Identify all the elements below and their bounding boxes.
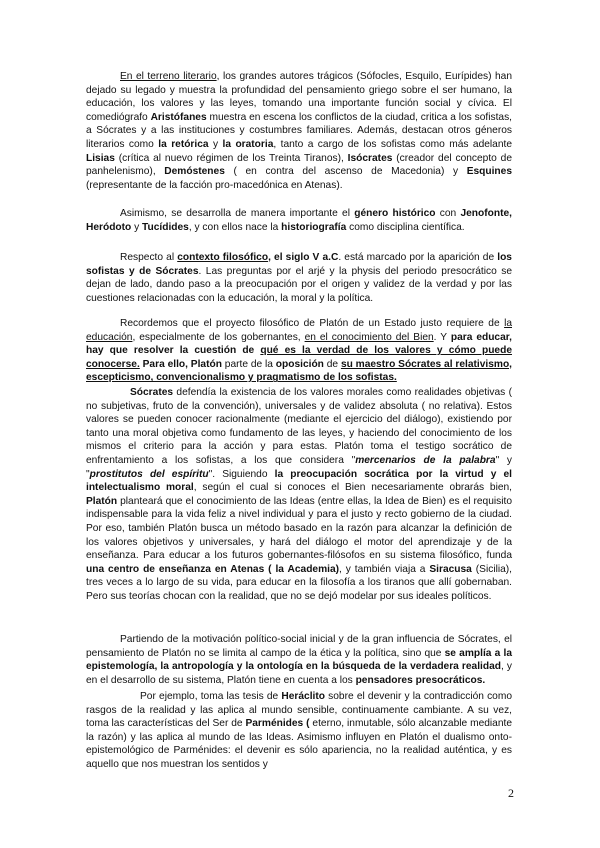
paragraph-literature: En el terreno literario, los grandes autores trágicos (Sófocles, Esquilo, Eurípides) han dejado su legado y muestra la profundidad del pensamiento griego sobre el ser humano, la educación, los valores y las leyes, tomando una importante función social y cívica. El comediógrafo Aristófanes muestra en escena los conflictos de la ciudad, critica a los sofistas, a Sócrates y a las instituciones y costumbres familiares. Además, destacan otros géneros literarios como la retórica y la oratoria, tanto a cargo de los sofistas como más adelante Lisias (crítica al nuevo régimen de los Treinta Tiranos), Isócrates (creador del concepto de panhelenismo), Demóstenes ( en contra del ascenso de Macedonia) y Esquines (representante de la facción pro-macedónica en Atenas). [86, 71, 513, 191]
paragraph-plato-project: Recordemos que el proyecto filosófico de Platón de un Estado justo requiere de la educación, especialmente de los gobernantes, en el conocimiento del Bien. Y para educar, hay que resolver la cuestión de qué es la verdad de los valores y cómo puede conocerse. Para ello, Platón parte de la oposición de su maestro Sócrates al relativismo, escepticismo, convencionalismo y pragmatismo de los sofistas. [86, 318, 512, 384]
paragraph-plato-system: Partiendo de la motivación político-social inicial y de la gran influencia de Sócrates, el pensamiento de Platón no se limita al campo de la ética y la política, sino que se amplía a la epistemología, la antropología y la ontología en la búsqueda de la verdadera realidad, y en el desarrollo de su sistema, Platón tiene en cuenta a los pensadores presocráticos. [86, 634, 512, 686]
paragraph-presocratics: Por ejemplo, toma las tesis de Heráclito sobre el devenir y la contradicción como rasgos de la realidad y las aplica al mundo sensible, continuamente cambiante. A su vez, toma las características del Ser de Parménides ( eterno, inmutable, sólo alcanzable mediante la razón) y las aplica al mundo de las Ideas. Asimismo influyen en Platón el dualismo onto-epistemológico de Parménides: el devenir es sólo apariencia, no la realidad auténtica, y es aquello que nos muestran los sentidos y [86, 691, 512, 770]
paragraph-history: Asimismo, se desarrolla de manera importante el género histórico con Jenofonte, Heródoto y Tucídides, y con ellos nace la historiografía como disciplina científica. [86, 208, 512, 233]
paragraph-philosophical-context: Respecto al contexto filosófico, el siglo V a.C. está marcado por la aparición de los sofistas y de Sócrates. Las preguntas por el arjé y la physis del periodo presocrático se dejan de lado, dando paso a la preocupación por el origen y validez de la verdad y por las cuestiones relacionadas con la educación, la moral y la política. [86, 252, 513, 304]
page-number: 2 [508, 786, 514, 800]
paragraph-socrates: Sócrates defendía la existencia de los valores morales como realidades objetivas ( no subjetivas, fruto de la convención), universales y de validez absoluta ( no relativa). Estos valores se pueden conocer racionalmente (mediante el ejercicio del diálogo), existiendo por tanto una moral objetiva como fundamento de las leyes, y haciendo del conocimiento de los mismos el criterio para la acción y para estas. Platón toma el testigo socrático de enfrentamiento a los sofistas, a los que considera "mercenarios de la palabra" y "prostitutos del espíritu". Siguiendo la preocupación socrática por la virtud y el intelectualismo moral, según el cual si conoces el Bien necesariamente obrarás bien, Platón planteará que el conocimiento de las Ideas (entre ellas, la Idea de Bien) es el requisito indispensable para la vida feliz a nivel individual y para el justo y recto gobierno de la ciudad. Por eso, también Platón busca un método basado en la razón para alcanzar la definición de los valores objetivos y universales, y hará del diálogo el motor del aprendizaje y de la enseñanza. Para educar a los futuros gobernantes-filósofos en su sistema filosófico, funda una centro de enseñanza en Atenas ( la Academia), y también viaja a Siracusa (Sicilia), tres veces a lo largo de su vida, para educar en la filosofía a los tiranos que allí gobernaban. Pero sus teorías chocan con la realidad, que no se dejó modelar por sus ideales políticos. [86, 387, 512, 602]
